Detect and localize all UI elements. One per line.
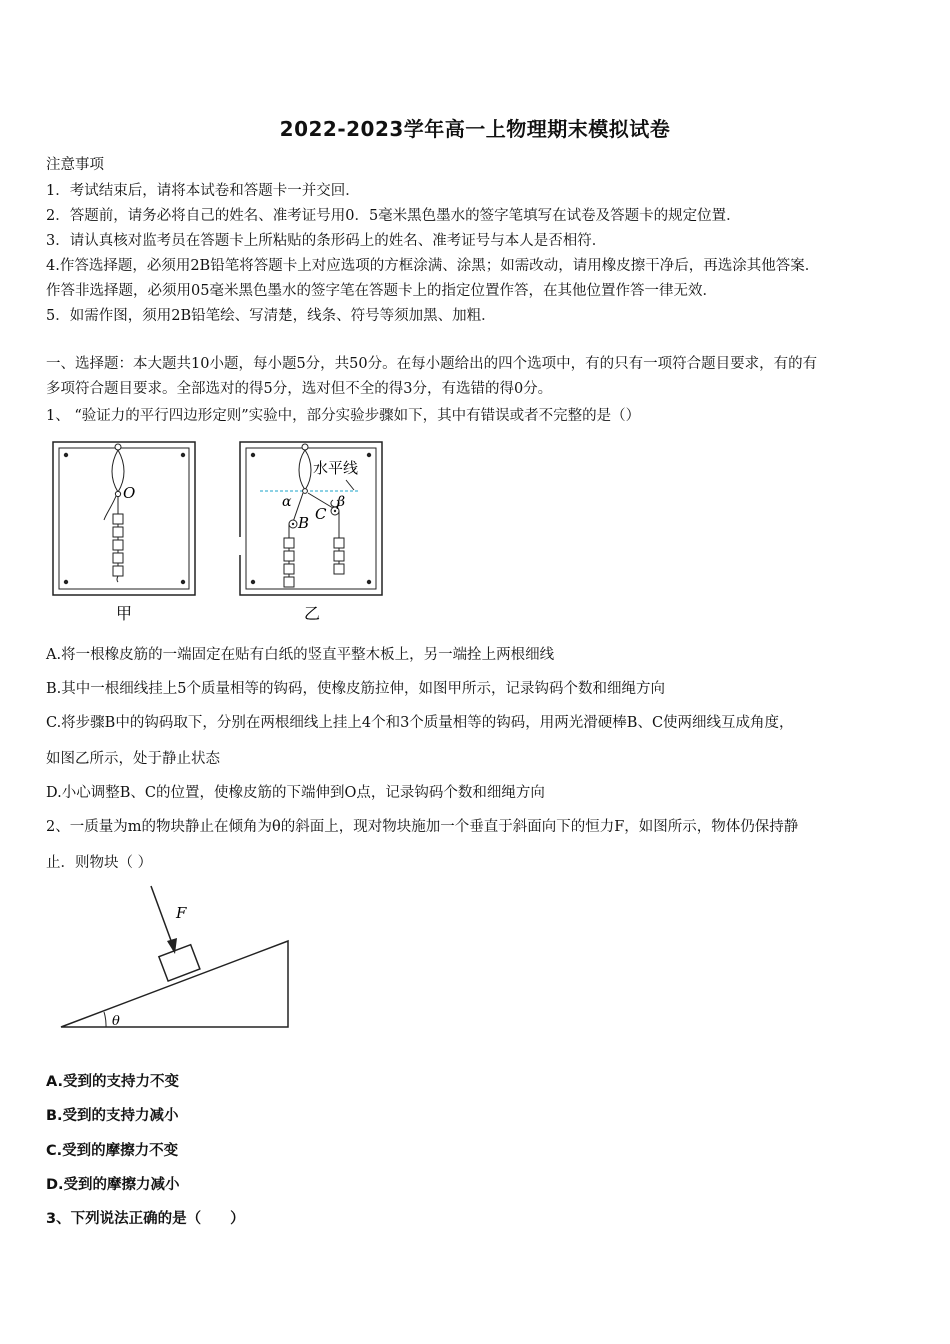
notice-item: 1．考试结束后，请将本试卷和答题卡一并交回． [46,183,360,199]
section-instructions: 一、选择题：本大题共10小题，每小题5分，共50分。在每小题给出的四个选项中，有的只有一项符合题目要求，有的有 [46,356,818,372]
label-yi: 乙 [304,604,321,623]
notice-item: 4.作答选择题，必须用2B铅笔将答题卡上对应选项的方框涂满、涂黑；如需改动，请用橡皮擦干净后，再选涂其他答案． [46,258,820,274]
label-theta: θ [112,1014,120,1029]
question-2-option-a: A.受到的支持力不变 [46,1074,179,1090]
label-jia: 甲 [116,604,133,623]
label-f: F [176,904,187,922]
notice-item: 5．如需作图，须用2B铅笔绘、写清楚，线条、符号等须加黑、加粗． [46,308,496,324]
label-b: B [298,514,310,532]
question-2-stem: 2、一质量为m的物块静止在倾角为θ的斜面上，现对物块施加一个垂直于斜面向下的恒力F，如图所示，物体仍保持静 [46,819,799,835]
question-2-figure [58,884,294,1032]
label-c: C [315,505,327,523]
question-2-option-c: C.受到的摩擦力不变 [46,1143,179,1159]
question-2-option-b: B.受到的支持力减小 [46,1108,179,1124]
question-1-option-b: B.其中一根细线挂上5个质量相等的钩码，使橡皮筋拉伸，如图甲所示，记录钩码个数和细绳方向 [46,681,665,697]
notice-item: 作答非选择题，必须用05毫米黑色墨水的签字笔在答题卡上的指定位置作答，在其他位置作答一律无效． [46,283,717,299]
question-3-stem: 3、下列说法正确的是（ ） [46,1211,245,1227]
question-1-option-c-cont: 如图乙所示，处于静止状态 [46,751,220,767]
question-1-stem: 1、 “验证力的平行四边形定则”实验中，部分实验步骤如下，其中有错误或者不完整的是（） [46,408,641,424]
notice-item: 3．请认真核对监考员在答题卡上所粘贴的条形码上的姓名、准考证号与本人是否相符． [46,233,607,249]
label-horizontal-line: 水平线 [313,459,359,477]
board-jia [53,442,195,595]
section-instructions: 多项符合题目要求。全部选对的得5分，选对但不全的得3分，有选错的得0分。 [46,381,553,397]
question-1-option-d: D.小心调整B、C的位置，使橡皮筋的下端伸到O点，记录钩码个数和细绳方向 [46,785,545,801]
label-alpha: α [282,494,292,510]
notice-item: 2．答题前，请务必将自己的姓名、准考证号用0．5毫米黑色墨水的签字笔填写在试卷及答题卡的规定位置． [46,208,741,224]
page-title: 2022-2023学年高一上物理期末模拟试卷 [279,117,671,141]
question-2-stem-cont: 止．则物块（ ） [46,855,153,871]
label-o: O [123,484,136,502]
board-yi [237,442,382,595]
label-beta: β [337,494,346,510]
question-1-option-c: C.将步骤B中的钩码取下，分别在两根细线上挂上4个和3个质量相等的钩码，用两光滑硬棒B、C使两细线互成角度， [46,715,794,731]
notice-heading: 注意事项 [46,157,104,173]
question-1-option-a: A.将一根橡皮筋的一端固定在贴有白纸的竖直平整木板上，另一端拴上两根细线 [46,647,555,663]
question-2-option-d: D.受到的摩擦力减小 [46,1177,180,1193]
question-1-figure [46,434,396,630]
